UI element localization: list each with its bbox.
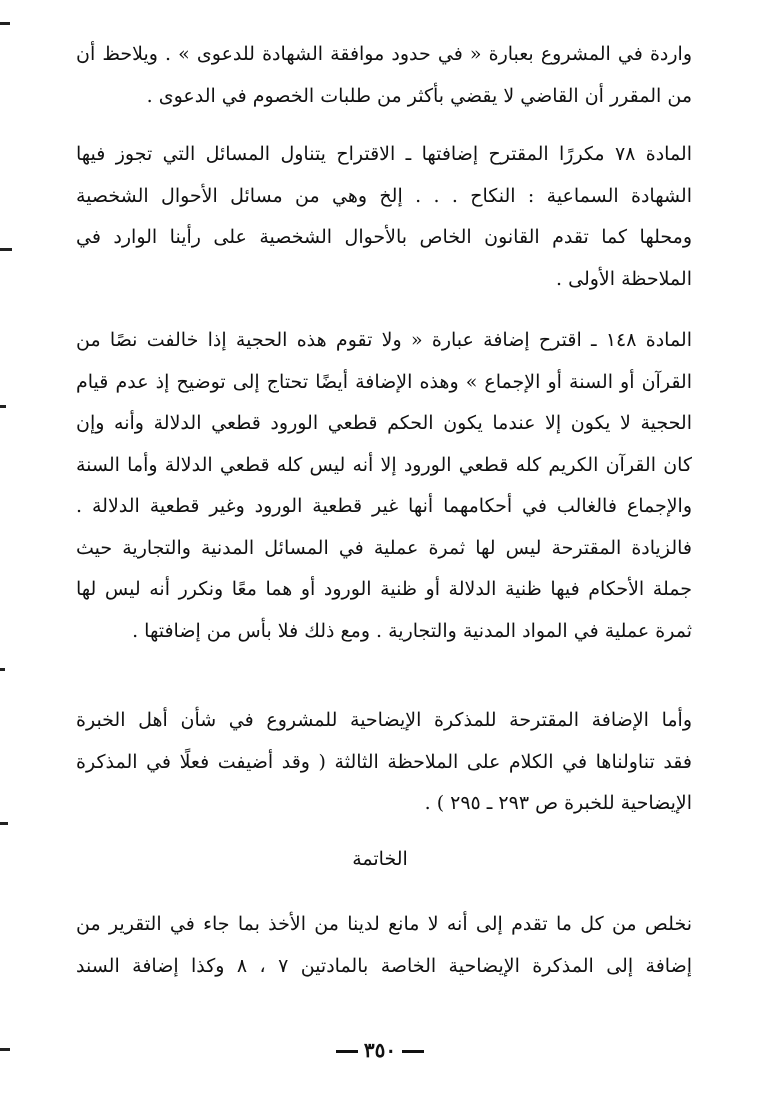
text-line: ومحلها كما تقدم القانون الخاص بالأحوال الشخصية على رأينا الوارد في (76, 226, 692, 248)
text-line: نخلص من كل ما تقدم إلى أنه لا مانع لدينا من الأخذ بما جاء في التقرير من (76, 913, 692, 935)
paragraph-3 (76, 320, 692, 652)
page-number-dash (402, 1050, 424, 1053)
text-line: وأما الإضافة المقترحة للمذكرة الإيضاحية للمشروع في شأن أهل الخبرة (76, 709, 692, 731)
text-line: كان القرآن الكريم كله قطعي الورود إلا أنه ليس كله قطعي الدلالة وأما السنة (76, 453, 692, 476)
text-line: ثمرة عملية في المواد المدنية والتجارية . ومع ذلك فلا بأس من إضافتها . (132, 619, 692, 642)
text-line: المادة ١٤٨ ـ اقترح إضافة عبارة « ولا تقوم هذه الحجية إذا خالفت نصًا من (76, 329, 692, 351)
closing-paragraph (76, 904, 692, 987)
margin-mark (0, 822, 8, 825)
paragraph-1 (76, 34, 692, 117)
margin-mark (0, 668, 5, 671)
text-line: الملاحظة الأولى . (556, 267, 692, 290)
text-line: فالزيادة المقترحة ليس لها ثمرة عملية في المسائل المدنية والتجارية حيث (76, 536, 692, 559)
text-line: واردة في المشروع بعبارة « في حدود موافقة الشهادة للدعوى » . ويلاحظ أن (76, 43, 692, 65)
text-line: الشهادة السماعية : النكاح . . . إلخ وهي من مسائل الأحوال الشخصية (76, 184, 692, 207)
text-line: والإجماع فالغالب في أحكامهما أنها غير قطعية الورود وغير قطعية الدلالة . (76, 495, 692, 517)
text-line: الحجية لا يكون إلا عندما يكون الحكم قطعي الورود قطعي الدلالة وأنه وإن (76, 412, 692, 434)
paragraph-2 (76, 134, 692, 300)
text-line: الإيضاحية للخبرة ص ٢٩٣ ـ ٢٩٥ ) . (424, 792, 692, 814)
page-number (0, 1038, 760, 1062)
margin-mark (0, 248, 12, 251)
text-line: فقد تناولناها في الكلام على الملاحظة الثالثة ( وقد أضيفت فعلًا في المذكرة (76, 750, 692, 773)
text-line: القرآن أو السنة أو الإجماع » وهذه الإضافة أيضًا تحتاج إلى توضيح إذ عدم قيام (76, 370, 692, 393)
page-number-value: ٣٥٠ (363, 1038, 397, 1062)
text-line: المادة ٧٨ مكررًا المقترح إضافتها ـ الاقتراح يتناول المسائل التي تجوز فيها (76, 143, 692, 165)
text-line: إضافة إلى المذكرة الإيضاحية الخاصة بالمادتين ٧ ، ٨ وكذا إضافة السند (76, 954, 692, 977)
text-line: جملة الأحكام فيها ظنية الدلالة أو ظنية الورود أو هما معًا ونكرر أنه ليس لها (76, 578, 692, 600)
margin-mark (0, 22, 10, 25)
section-heading: الخاتمة (352, 848, 408, 870)
margin-mark (0, 405, 6, 408)
text-line: من المقرر أن القاضي لا يقضي بأكثر من طلبات الخصوم في الدعوى . (146, 84, 692, 107)
page-number-dash (336, 1050, 358, 1053)
paragraph-4 (76, 700, 692, 825)
